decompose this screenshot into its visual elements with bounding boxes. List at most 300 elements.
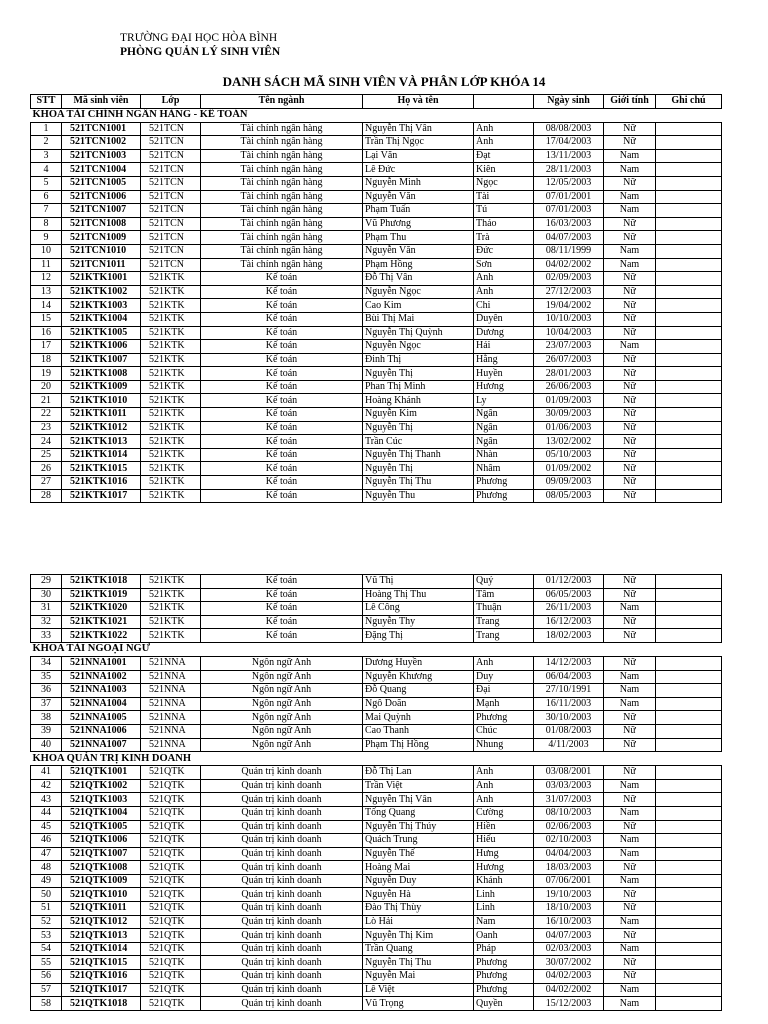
surname-cell: Mai Quỳnh bbox=[363, 711, 474, 725]
given-name-cell: Tài bbox=[474, 190, 534, 204]
note-cell bbox=[656, 684, 722, 698]
table-row bbox=[31, 724, 722, 738]
surname-cell: Đặng Thị bbox=[363, 629, 474, 643]
major-cell: Kế toán bbox=[201, 462, 363, 476]
table-row bbox=[31, 217, 722, 231]
student-id-cell: 521QTK1006 bbox=[62, 834, 141, 848]
given-name-cell: Đức bbox=[474, 244, 534, 258]
student-id-cell: 521NNA1001 bbox=[62, 656, 141, 670]
class-cell: 521QTK bbox=[141, 779, 201, 793]
table-row bbox=[31, 697, 722, 711]
student-id-cell: 521KTK1006 bbox=[62, 340, 141, 354]
major-cell: Quản trị kinh doanh bbox=[201, 874, 363, 888]
surname-cell: Phạm Hồng bbox=[363, 258, 474, 272]
stt-cell: 26 bbox=[31, 462, 62, 476]
table-row bbox=[31, 997, 722, 1011]
major-cell: Quản trị kinh doanh bbox=[201, 915, 363, 929]
dob-cell: 17/04/2003 bbox=[534, 136, 604, 150]
table-row bbox=[31, 231, 722, 245]
note-cell bbox=[656, 711, 722, 725]
surname-cell: Nguyễn Ngọc bbox=[363, 340, 474, 354]
given-name-cell: Ngân bbox=[474, 408, 534, 422]
sex-cell: Nữ bbox=[604, 217, 656, 231]
stt-cell: 44 bbox=[31, 806, 62, 820]
dob-cell: 16/12/2003 bbox=[534, 615, 604, 629]
major-cell: Quản trị kinh doanh bbox=[201, 820, 363, 834]
class-cell: 521QTK bbox=[141, 861, 201, 875]
table-row bbox=[31, 888, 722, 902]
given-name-cell: Anh bbox=[474, 122, 534, 136]
given-name-cell: Trang bbox=[474, 629, 534, 643]
major-cell: Quản trị kinh doanh bbox=[201, 983, 363, 997]
student-id-cell: 521TCN1002 bbox=[62, 136, 141, 150]
note-cell bbox=[656, 476, 722, 490]
student-id-cell: 521QTK1009 bbox=[62, 874, 141, 888]
dob-cell: 26/06/2003 bbox=[534, 380, 604, 394]
stt-cell: 30 bbox=[31, 588, 62, 602]
dob-cell: 01/09/2002 bbox=[534, 462, 604, 476]
class-cell: 521KTK bbox=[141, 299, 201, 313]
note-cell bbox=[656, 380, 722, 394]
table-row bbox=[31, 847, 722, 861]
student-id-cell: 521QTK1011 bbox=[62, 902, 141, 916]
note-cell bbox=[656, 312, 722, 326]
section-heading-row bbox=[31, 108, 722, 122]
note-cell bbox=[656, 724, 722, 738]
sex-cell: Nam bbox=[604, 942, 656, 956]
sex-cell: Nam bbox=[604, 806, 656, 820]
dob-cell: 04/04/2003 bbox=[534, 847, 604, 861]
dob-cell: 26/07/2003 bbox=[534, 353, 604, 367]
note-cell bbox=[656, 629, 722, 643]
sex-cell: Nam bbox=[604, 602, 656, 616]
sex-cell: Nữ bbox=[604, 711, 656, 725]
note-cell bbox=[656, 448, 722, 462]
major-cell: Quản trị kinh doanh bbox=[201, 929, 363, 943]
dob-cell: 23/07/2003 bbox=[534, 340, 604, 354]
dob-cell: 02/09/2003 bbox=[534, 272, 604, 286]
stt-cell: 46 bbox=[31, 834, 62, 848]
table-row bbox=[31, 970, 722, 984]
sex-cell: Nam bbox=[604, 670, 656, 684]
note-cell bbox=[656, 149, 722, 163]
given-name-cell: Anh bbox=[474, 656, 534, 670]
major-cell: Quản trị kinh doanh bbox=[201, 847, 363, 861]
note-cell bbox=[656, 834, 722, 848]
class-cell: 521QTK bbox=[141, 847, 201, 861]
stt-cell: 5 bbox=[31, 176, 62, 190]
table-row bbox=[31, 861, 722, 875]
major-cell: Quản trị kinh doanh bbox=[201, 997, 363, 1011]
stt-cell: 39 bbox=[31, 724, 62, 738]
given-name-cell: Sơn bbox=[474, 258, 534, 272]
dob-cell: 10/10/2003 bbox=[534, 312, 604, 326]
class-cell: 521TCN bbox=[141, 244, 201, 258]
class-cell: 521KTK bbox=[141, 367, 201, 381]
given-name-cell: Ly bbox=[474, 394, 534, 408]
sex-cell: Nam bbox=[604, 779, 656, 793]
student-id-cell: 521KTK1004 bbox=[62, 312, 141, 326]
stt-cell: 11 bbox=[31, 258, 62, 272]
major-cell: Ngôn ngữ Anh bbox=[201, 711, 363, 725]
given-name-cell: Hằng bbox=[474, 353, 534, 367]
dob-cell: 07/06/2001 bbox=[534, 874, 604, 888]
surname-cell: Lê Đức bbox=[363, 163, 474, 177]
dob-cell: 16/11/2003 bbox=[534, 697, 604, 711]
sex-cell: Nữ bbox=[604, 820, 656, 834]
stt-cell: 40 bbox=[31, 738, 62, 752]
table-row bbox=[31, 312, 722, 326]
note-cell bbox=[656, 766, 722, 780]
section-heading: KHOA TÀI CHÍNH NGÂN HÀNG - KẾ TOÁN bbox=[32, 109, 248, 121]
surname-cell: Nguyễn Hà bbox=[363, 888, 474, 902]
dob-cell: 08/11/1999 bbox=[534, 244, 604, 258]
table-row bbox=[31, 629, 722, 643]
table-row bbox=[31, 942, 722, 956]
given-name-cell: Chúc bbox=[474, 724, 534, 738]
surname-cell: Đinh Thị bbox=[363, 353, 474, 367]
dob-cell: 28/01/2003 bbox=[534, 367, 604, 381]
sex-cell: Nữ bbox=[604, 421, 656, 435]
class-cell: 521KTK bbox=[141, 326, 201, 340]
class-cell: 521KTK bbox=[141, 435, 201, 449]
stt-cell: 1 bbox=[31, 122, 62, 136]
dob-cell: 04/07/2003 bbox=[534, 231, 604, 245]
dob-cell: 26/11/2003 bbox=[534, 602, 604, 616]
col-header-given-name bbox=[474, 95, 534, 109]
note-cell bbox=[656, 204, 722, 218]
col-header-stt: STT bbox=[31, 95, 62, 109]
note-cell bbox=[656, 847, 722, 861]
note-cell bbox=[656, 136, 722, 150]
surname-cell: Nguyễn Ngọc bbox=[363, 285, 474, 299]
dob-cell: 02/03/2003 bbox=[534, 942, 604, 956]
dob-cell: 05/10/2003 bbox=[534, 448, 604, 462]
stt-cell: 33 bbox=[31, 629, 62, 643]
student-id-cell: 521NNA1004 bbox=[62, 697, 141, 711]
given-name-cell: Đại bbox=[474, 684, 534, 698]
major-cell: Tài chính ngân hàng bbox=[201, 258, 363, 272]
surname-cell: Nguyễn Thị Thúy bbox=[363, 820, 474, 834]
sex-cell: Nữ bbox=[604, 176, 656, 190]
sex-cell: Nữ bbox=[604, 299, 656, 313]
note-cell bbox=[656, 575, 722, 589]
note-cell bbox=[656, 874, 722, 888]
surname-cell: Cao Kim bbox=[363, 299, 474, 313]
note-cell bbox=[656, 888, 722, 902]
major-cell: Tài chính ngân hàng bbox=[201, 136, 363, 150]
given-name-cell: Kiên bbox=[474, 163, 534, 177]
major-cell: Quản trị kinh doanh bbox=[201, 888, 363, 902]
sex-cell: Nam bbox=[604, 834, 656, 848]
major-cell: Kế toán bbox=[201, 408, 363, 422]
stt-cell: 42 bbox=[31, 779, 62, 793]
class-cell: 521QTK bbox=[141, 970, 201, 984]
table-row bbox=[31, 834, 722, 848]
student-id-cell: 521KTK1015 bbox=[62, 462, 141, 476]
student-id-cell: 521QTK1014 bbox=[62, 942, 141, 956]
table-row bbox=[31, 738, 722, 752]
major-cell: Ngôn ngữ Anh bbox=[201, 738, 363, 752]
sex-cell: Nữ bbox=[604, 231, 656, 245]
table-row bbox=[31, 408, 722, 422]
stt-cell: 16 bbox=[31, 326, 62, 340]
stt-cell: 13 bbox=[31, 285, 62, 299]
table-row bbox=[31, 258, 722, 272]
dob-cell: 18/03/2003 bbox=[534, 861, 604, 875]
class-cell: 521NNA bbox=[141, 738, 201, 752]
note-cell bbox=[656, 190, 722, 204]
stt-cell: 38 bbox=[31, 711, 62, 725]
stt-cell: 47 bbox=[31, 847, 62, 861]
major-cell: Kế toán bbox=[201, 588, 363, 602]
stt-cell: 55 bbox=[31, 956, 62, 970]
note-cell bbox=[656, 915, 722, 929]
dob-cell: 27/12/2003 bbox=[534, 285, 604, 299]
student-id-cell: 521TCN1009 bbox=[62, 231, 141, 245]
table-row bbox=[31, 489, 722, 503]
given-name-cell: Linh bbox=[474, 888, 534, 902]
table-row bbox=[31, 956, 722, 970]
student-id-cell: 521NNA1005 bbox=[62, 711, 141, 725]
surname-cell: Hoàng Mai bbox=[363, 861, 474, 875]
note-cell bbox=[656, 942, 722, 956]
surname-cell: Trần Cúc bbox=[363, 435, 474, 449]
table-row bbox=[31, 380, 722, 394]
stt-cell: 58 bbox=[31, 997, 62, 1011]
major-cell: Kế toán bbox=[201, 299, 363, 313]
given-name-cell: Hiền bbox=[474, 820, 534, 834]
surname-cell: Đỗ Thị Lan bbox=[363, 766, 474, 780]
sex-cell: Nữ bbox=[604, 136, 656, 150]
stt-cell: 19 bbox=[31, 367, 62, 381]
major-cell: Tài chính ngân hàng bbox=[201, 190, 363, 204]
sex-cell: Nữ bbox=[604, 312, 656, 326]
major-cell: Kế toán bbox=[201, 615, 363, 629]
class-cell: 521QTK bbox=[141, 806, 201, 820]
table-row bbox=[31, 122, 722, 136]
sex-cell: Nữ bbox=[604, 272, 656, 286]
stt-cell: 37 bbox=[31, 697, 62, 711]
student-id-cell: 521KTK1005 bbox=[62, 326, 141, 340]
student-id-cell: 521QTK1002 bbox=[62, 779, 141, 793]
stt-cell: 3 bbox=[31, 149, 62, 163]
given-name-cell: Nhàn bbox=[474, 448, 534, 462]
sex-cell: Nữ bbox=[604, 326, 656, 340]
stt-cell: 41 bbox=[31, 766, 62, 780]
surname-cell: Bùi Thị Mai bbox=[363, 312, 474, 326]
note-cell bbox=[656, 340, 722, 354]
student-id-cell: 521NNA1007 bbox=[62, 738, 141, 752]
stt-cell: 20 bbox=[31, 380, 62, 394]
student-id-cell: 521QTK1015 bbox=[62, 956, 141, 970]
table-row bbox=[31, 272, 722, 286]
table-header-row bbox=[31, 95, 722, 109]
note-cell bbox=[656, 489, 722, 503]
given-name-cell: Tâm bbox=[474, 588, 534, 602]
sex-cell: Nữ bbox=[604, 489, 656, 503]
major-cell: Tài chính ngân hàng bbox=[201, 149, 363, 163]
surname-cell: Nguyễn Thu bbox=[363, 489, 474, 503]
stt-cell: 57 bbox=[31, 983, 62, 997]
note-cell bbox=[656, 956, 722, 970]
major-cell: Quản trị kinh doanh bbox=[201, 956, 363, 970]
note-cell bbox=[656, 217, 722, 231]
stt-cell: 4 bbox=[31, 163, 62, 177]
major-cell: Tài chính ngân hàng bbox=[201, 122, 363, 136]
class-cell: 521KTK bbox=[141, 615, 201, 629]
student-id-cell: 521KTK1017 bbox=[62, 489, 141, 503]
sex-cell: Nam bbox=[604, 684, 656, 698]
student-id-cell: 521QTK1005 bbox=[62, 820, 141, 834]
surname-cell: Hoàng Khánh bbox=[363, 394, 474, 408]
dob-cell: 06/05/2003 bbox=[534, 588, 604, 602]
surname-cell: Nguyễn Thị Quỳnh bbox=[363, 326, 474, 340]
class-cell: 521KTK bbox=[141, 272, 201, 286]
class-cell: 521TCN bbox=[141, 149, 201, 163]
class-cell: 521NNA bbox=[141, 711, 201, 725]
surname-cell: Vũ Thị bbox=[363, 575, 474, 589]
stt-cell: 34 bbox=[31, 656, 62, 670]
surname-cell: Phạm Tuấn bbox=[363, 204, 474, 218]
table-row bbox=[31, 656, 722, 670]
section-heading: KHOA QUẢN TRỊ KINH DOANH bbox=[32, 752, 191, 764]
major-cell: Kế toán bbox=[201, 380, 363, 394]
dob-cell: 4/11/2003 bbox=[534, 738, 604, 752]
dob-cell: 02/06/2003 bbox=[534, 820, 604, 834]
major-cell: Kế toán bbox=[201, 340, 363, 354]
class-cell: 521QTK bbox=[141, 942, 201, 956]
student-id-cell: 521KTK1018 bbox=[62, 575, 141, 589]
surname-cell: Quách Trung bbox=[363, 834, 474, 848]
given-name-cell: Quý bbox=[474, 575, 534, 589]
note-cell bbox=[656, 163, 722, 177]
stt-cell: 53 bbox=[31, 929, 62, 943]
class-cell: 521KTK bbox=[141, 462, 201, 476]
sex-cell: Nữ bbox=[604, 435, 656, 449]
surname-cell: Đào Thị Thùy bbox=[363, 902, 474, 916]
class-cell: 521QTK bbox=[141, 820, 201, 834]
surname-cell: Lê Việt bbox=[363, 983, 474, 997]
note-cell bbox=[656, 902, 722, 916]
stt-cell: 27 bbox=[31, 476, 62, 490]
table-row bbox=[31, 326, 722, 340]
dob-cell: 02/10/2003 bbox=[534, 834, 604, 848]
given-name-cell: Chi bbox=[474, 299, 534, 313]
dob-cell: 01/12/2003 bbox=[534, 575, 604, 589]
stt-cell: 48 bbox=[31, 861, 62, 875]
major-cell: Ngôn ngữ Anh bbox=[201, 684, 363, 698]
surname-cell: Trần Quang bbox=[363, 942, 474, 956]
sex-cell: Nam bbox=[604, 258, 656, 272]
dob-cell: 07/01/2003 bbox=[534, 204, 604, 218]
note-cell bbox=[656, 983, 722, 997]
surname-cell: Nguyễn Thị Vân bbox=[363, 122, 474, 136]
stt-cell: 24 bbox=[31, 435, 62, 449]
stt-cell: 8 bbox=[31, 217, 62, 231]
given-name-cell: Nhâm bbox=[474, 462, 534, 476]
stt-cell: 7 bbox=[31, 204, 62, 218]
student-id-cell: 521KTK1003 bbox=[62, 299, 141, 313]
sex-cell: Nữ bbox=[604, 793, 656, 807]
student-id-cell: 521QTK1010 bbox=[62, 888, 141, 902]
note-cell bbox=[656, 997, 722, 1011]
given-name-cell: Phương bbox=[474, 956, 534, 970]
major-cell: Quản trị kinh doanh bbox=[201, 806, 363, 820]
stt-cell: 52 bbox=[31, 915, 62, 929]
section-heading-row bbox=[31, 642, 722, 656]
stt-cell: 12 bbox=[31, 272, 62, 286]
class-cell: 521NNA bbox=[141, 724, 201, 738]
sex-cell: Nam bbox=[604, 204, 656, 218]
sex-cell: Nam bbox=[604, 190, 656, 204]
table-row bbox=[31, 929, 722, 943]
student-id-cell: 521QTK1018 bbox=[62, 997, 141, 1011]
table-row bbox=[31, 684, 722, 698]
student-id-cell: 521KTK1016 bbox=[62, 476, 141, 490]
student-id-cell: 521QTK1012 bbox=[62, 915, 141, 929]
given-name-cell: Huyền bbox=[474, 367, 534, 381]
dob-cell: 30/10/2003 bbox=[534, 711, 604, 725]
class-cell: 521NNA bbox=[141, 670, 201, 684]
student-id-cell: 521KTK1010 bbox=[62, 394, 141, 408]
class-cell: 521QTK bbox=[141, 834, 201, 848]
surname-cell: Phạm Thu bbox=[363, 231, 474, 245]
dob-cell: 03/03/2003 bbox=[534, 779, 604, 793]
surname-cell: Vũ Phương bbox=[363, 217, 474, 231]
sex-cell: Nữ bbox=[604, 724, 656, 738]
surname-cell: Đỗ Quang bbox=[363, 684, 474, 698]
surname-cell: Nguyễn Văn bbox=[363, 244, 474, 258]
class-cell: 521QTK bbox=[141, 874, 201, 888]
student-id-cell: 521KTK1011 bbox=[62, 408, 141, 422]
student-id-cell: 521KTK1022 bbox=[62, 629, 141, 643]
class-cell: 521TCN bbox=[141, 163, 201, 177]
sex-cell: Nữ bbox=[604, 970, 656, 984]
stt-cell: 49 bbox=[31, 874, 62, 888]
surname-cell: Dương Huyền bbox=[363, 656, 474, 670]
student-id-cell: 521QTK1004 bbox=[62, 806, 141, 820]
surname-cell: Cao Thanh bbox=[363, 724, 474, 738]
student-id-cell: 521KTK1019 bbox=[62, 588, 141, 602]
dob-cell: 09/09/2003 bbox=[534, 476, 604, 490]
student-id-cell: 521QTK1016 bbox=[62, 970, 141, 984]
class-cell: 521KTK bbox=[141, 489, 201, 503]
table-row bbox=[31, 806, 722, 820]
given-name-cell: Hương bbox=[474, 861, 534, 875]
stt-cell: 51 bbox=[31, 902, 62, 916]
class-cell: 521TCN bbox=[141, 204, 201, 218]
dob-cell: 30/07/2002 bbox=[534, 956, 604, 970]
surname-cell: Lò Hải bbox=[363, 915, 474, 929]
class-cell: 521TCN bbox=[141, 217, 201, 231]
class-cell: 521QTK bbox=[141, 766, 201, 780]
dob-cell: 28/11/2003 bbox=[534, 163, 604, 177]
given-name-cell: Pháp bbox=[474, 942, 534, 956]
given-name-cell: Ngân bbox=[474, 435, 534, 449]
class-cell: 521KTK bbox=[141, 629, 201, 643]
sex-cell: Nữ bbox=[604, 902, 656, 916]
given-name-cell: Ánh bbox=[474, 285, 534, 299]
sex-cell: Nam bbox=[604, 874, 656, 888]
surname-cell: Vũ Trọng bbox=[363, 997, 474, 1011]
surname-cell: Tống Quang bbox=[363, 806, 474, 820]
dob-cell: 18/02/2003 bbox=[534, 629, 604, 643]
sex-cell: Nam bbox=[604, 163, 656, 177]
class-cell: 521KTK bbox=[141, 476, 201, 490]
stt-cell: 32 bbox=[31, 615, 62, 629]
table-row bbox=[31, 462, 722, 476]
